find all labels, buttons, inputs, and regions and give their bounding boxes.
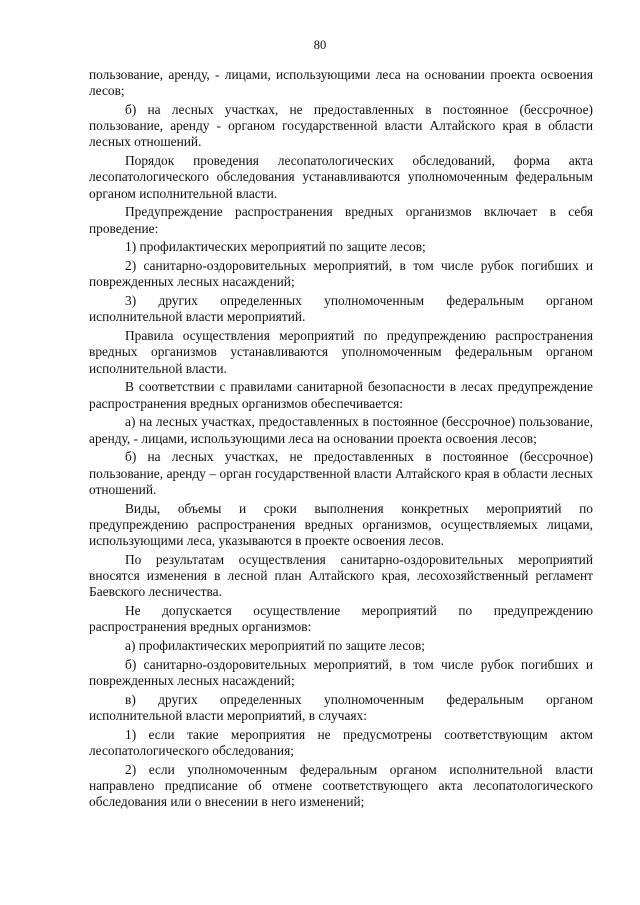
paragraph-p11: б) на лесных участках, не предоставленных в постоянное (бессрочное) пользование, аренду – орган государственной власти Алтайского края в области лесных отношений. [89,449,593,497]
paragraph-p02: б) на лесных участках, не предоставленных в постоянное (бессрочное) пользование, аренду - органом государственной власти Алтайского края в области лесных отношений. [89,102,593,150]
paragraph-p18: 1) если такие мероприятия не предусмотрены соответствующим актом лесопатологического обследования; [89,726,593,759]
paragraph-p10: а) на лесных участках, предоставленных в постоянное (бессрочное) пользование, аренду, - лицами, использующими леса на основании проекта освоения лесов; [89,414,593,446]
paragraph-p12: Виды, объемы и сроки выполнения конкретных мероприятий по предупреждению распространения вредных организмов, осуществляемых лицами, использующими леса, указываются в проекте освоения лесов. [89,500,593,549]
paragraph-p07: 3) других определенных уполномоченным федеральным органом исполнительной власти мероприятий. [89,293,593,325]
paragraph-p16: б) санитарно-оздоровительных мероприятий, в том числе рубок погибших и поврежденных лесных насаждений; [89,656,593,689]
paragraph-p15: а) профилактических мероприятий по защите лесов; [125,638,426,654]
paragraph-p01: пользование, аренду, - лицами, использующими леса на основании проекта освоения лесов; [89,67,593,99]
paragraph-p17: в) других определенных уполномоченным федеральным органом исполнительной власти мероприятий, в случаях: [89,691,593,724]
paragraph-p19: 2) если уполномоченным федеральным органом исполнительной власти направлено предписание об отмене соответствующего акта лесопатологического обследования или о внесении в него изменений; [89,761,593,810]
paragraph-p09: В соответствии с правилами санитарной безопасности в лесах предупреждение распространения вредных организмов обеспечивается: [89,379,593,411]
paragraph-p14: Не допускается осуществление мероприятий по предупреждению распространения вредных организмов: [89,603,593,635]
paragraph-p03: Порядок проведения лесопатологических обследований, форма акта лесопатологического обследования устанавливаются уполномоченным федеральным органом исполнительной власти. [89,153,593,201]
paragraph-p05: 1) профилактических мероприятий по защите лесов; [125,239,426,255]
paragraph-p04: Предупреждение распространения вредных организмов включает в себя проведение: [89,204,593,236]
document-body [89,67,593,813]
paragraph-p08: Правила осуществления мероприятий по предупреждению распространения вредных организмов устанавливаются уполномоченным федеральным органом исполнительной власти. [89,328,593,376]
paragraph-p06: 2) санитарно-оздоровительных мероприятий, в том числе рубок погибших и поврежденных лесных насаждений; [89,258,593,290]
page-number: 80 [313,38,327,52]
paragraph-p13: По результатам осуществления санитарно-оздоровительных мероприятий вносятся изменения в лесной план Алтайского края, лесохозяйственный регламент Баевского лесничества. [89,551,593,600]
